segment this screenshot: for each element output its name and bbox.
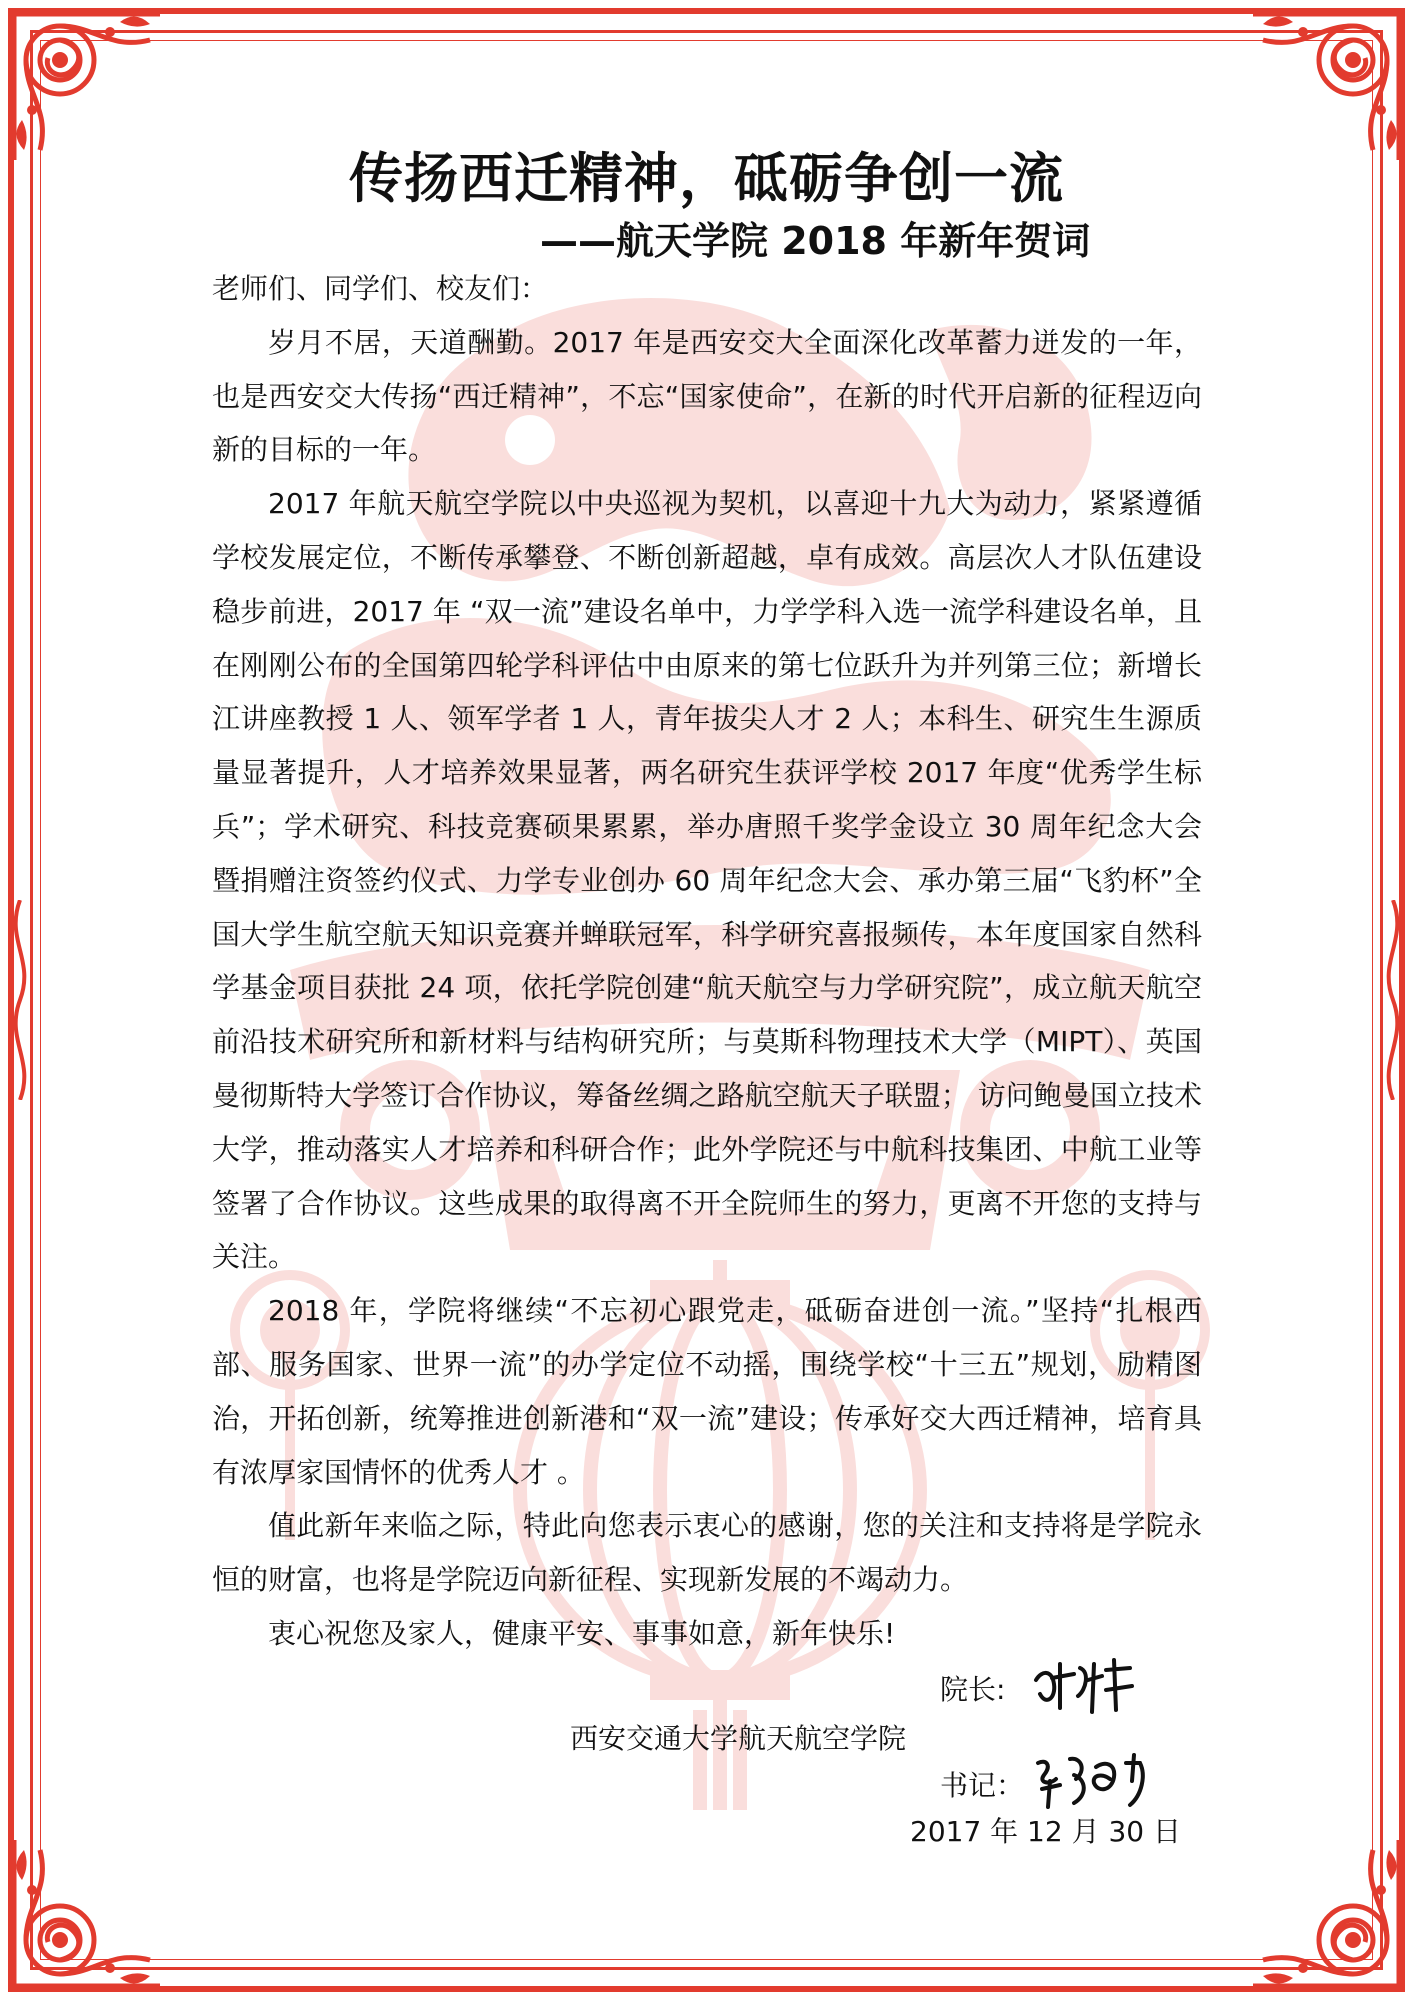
letter-date: 2017 年 12 月 30 日	[910, 1815, 1182, 1848]
dean-label: 院长:	[940, 1673, 1006, 1706]
paragraph: 值此新年来临之际，特此向您表示衷心的感谢，您的关注和支持将是学院永恒的财富，也将是学院迈向新征程、实现新发展的不竭动力。	[212, 1509, 1202, 1597]
paragraph: 衷心祝您及家人，健康平安、事事如意，新年快乐!	[268, 1616, 896, 1650]
dean-signature-icon	[1030, 1650, 1140, 1720]
corner-ornament-icon	[1243, 1830, 1413, 2000]
letter-body	[212, 262, 1202, 1661]
secretary-label: 书记：	[940, 1769, 1025, 1802]
page-title: 传扬西迁精神，砥砺争创一流	[349, 147, 1064, 210]
paragraph: 岁月不居，天道酬勤。2017 年是西安交大全面深化改革蓄力迸发的一年，也是西安交大传扬“西迁精神”，不忘“国家使命”，在新的时代开启新的征程迈向新的目标的一年。	[212, 325, 1202, 467]
page-subtitle: ——航天学院 2018 年新年贺词	[540, 219, 1091, 263]
side-ornament-icon	[0, 900, 40, 1100]
paragraph: 2017 年航天航空学院以中央巡视为契机，以喜迎十九大为动力，紧紧遵循学校发展定位，不断传承攀登、不断创新超越，卓有成效。高层次人才队伍建设稳步前进，2017 年 “双一流”建设名单中，力学学科入选一流学科建设名单，且在刚刚公布的全国第四轮学科评估中由原来的第七位跃升为并列第三位；新增长江讲座教授 1 人、领军学者 1 人，青年拔尖人才 2 人；本科生、研究生生源质量显著提升，人才培养效果显著，两名研究生获评学校 2017 年度“优秀学生标兵”；学术研究、科技竞赛硕果累累，举办唐照千奖学金设立 30 周年纪念大会暨捐赠注资签约仪式、力学专业创办 60 周年纪念大会、承办第三届“飞豹杯”全国大学生航空航天知识竞赛并蝉联冠军，科学研究喜报频传，本年度国家自然科学基金项目获批 24 项，依托学院创建“航天航空与力学研究院”，成立航天航空前沿技术研究所和新材料与结构研究所；与莫斯科物理技术大学（MIPT）、英国曼彻斯特大学签订合作协议，筹备丝绸之路航空航天子联盟； 访问鲍曼国立技术大学，推动落实人才培养和科研合作；此外学院还与中航科技集团、中航工业等签署了合作协议。这些成果的取得离不开全院师生的努力，更离不开您的支持与关注。	[212, 487, 1202, 1274]
institution-name: 西安交通大学航天航空学院	[570, 1722, 907, 1755]
side-ornament-icon	[1373, 900, 1413, 1100]
corner-ornament-icon	[0, 1830, 170, 2000]
secretary-signature-icon	[1030, 1745, 1160, 1815]
paragraph: 2018 年，学院将继续“不忘初心跟党走，砥砺奋进创一流。”坚持“扎根西部、服务国家、世界一流”的办学定位不动摇，围绕学校“十三五”规划，励精图治，开拓创新，统筹推进创新港和“双一流”建设；传承好交大西迁精神，培育具有浓厚家国情怀的优秀人才 。	[212, 1294, 1202, 1489]
salutation: 老师们、同学们、校友们：	[212, 272, 549, 305]
